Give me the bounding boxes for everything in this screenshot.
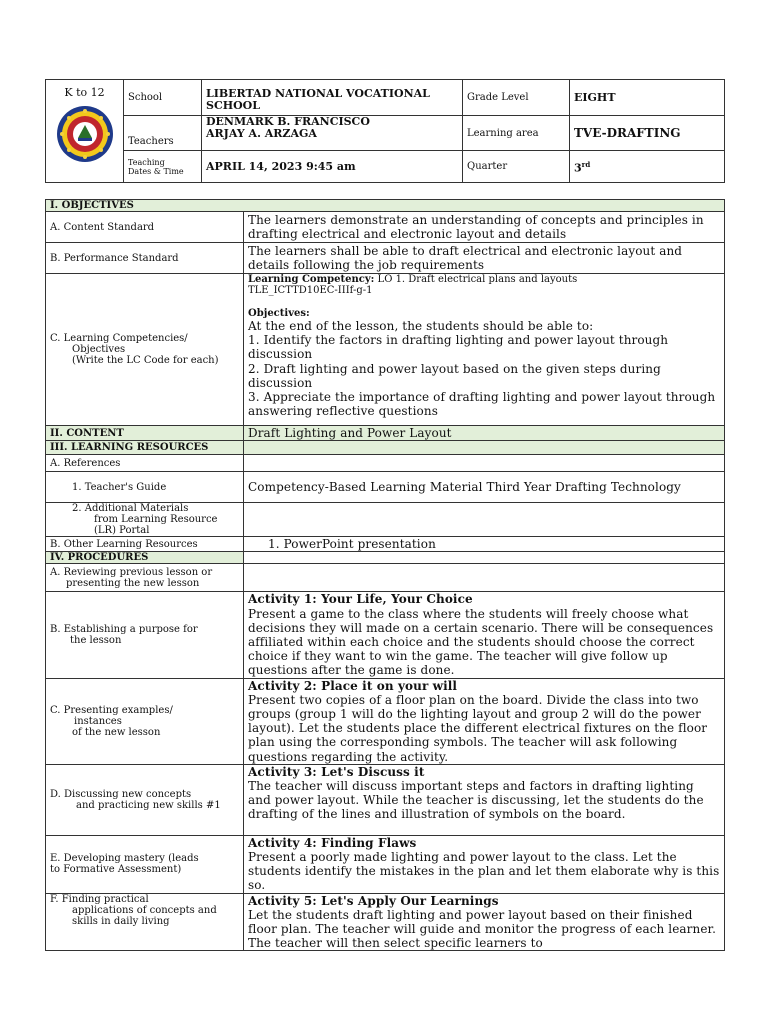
school-value: LIBERTAD NATIONAL VOCATIONAL SCHOOL — [202, 80, 463, 116]
logo-cell — [46, 80, 124, 183]
activity-4-text: Present a poorly made lighting and power layout to the class. Let the students identify the mistakes in the plan and let them elaborate why is this so. — [248, 850, 720, 893]
activity-3-title: Activity 3: Let's Discuss it — [248, 764, 425, 779]
learning-area-label: Learning area — [463, 116, 570, 151]
procedure-f-label-line-2: applications of concepts and — [72, 904, 217, 916]
grade-level-label: Grade Level — [463, 80, 570, 116]
lc-text: LO 1. Draft electrical plans and layouts — [374, 274, 578, 285]
procedure-f-label-line-1: F. Finding practical — [50, 893, 149, 905]
procedure-a-value — [244, 564, 725, 592]
quarter-label: Quarter — [463, 151, 570, 183]
activity-5-text: Let the students draft lighting and power layout based on their finished floor plan. The teacher will guide and monitor the progress of each learner. The teacher will then select specific learners to — [248, 907, 716, 951]
activity-1-title: Activity 1: Your Life, Your Choice — [248, 592, 473, 607]
objective-3: 3. Appreciate the importance of drafting lighting and power layout through answering reflective questions — [248, 390, 716, 419]
procedure-b-label-line-2: the lesson — [70, 635, 122, 647]
procedure-d-label — [46, 764, 244, 835]
activity-2-text: Present two copies of a floor plan on the board. Divide the class into two groups (group 1 will do the lighting layout and group 2 will do the power layout). Let the students place the different electrical fixtures on the floor plan using the corresponding symbols. The teacher will ask following questions regarding the activity. — [248, 692, 708, 764]
competencies-label — [46, 274, 244, 426]
objectives-heading-row — [46, 200, 725, 212]
performance-standard-value: The learners shall be able to draft electrical and electronic layout and details following the job requirements — [244, 243, 725, 274]
competencies-label-line-1: C. Learning Competencies/ — [50, 333, 188, 344]
activity-1-text: Present a game to the class where the students will freely choose what decisions they will made on a certain scenario. There will be consequences affiliated within each choice and the students should choose the correct choice if they want to win the game. The teacher will give follow up questions after the game is done. — [248, 606, 714, 678]
procedure-b-value — [244, 592, 725, 678]
header-table — [45, 79, 725, 183]
additional-label-line-2: from Learning Resource — [94, 514, 218, 526]
learning-competency-line — [248, 274, 720, 285]
learning-area-value: TVE-DRAFTING — [570, 116, 725, 151]
procedure-e-label-line-1: E. Developing mastery (leads — [50, 853, 199, 865]
quarter-suffix: rd — [581, 159, 591, 169]
dates-label-line-1: Teaching — [128, 157, 165, 167]
teachers-label: Teachers — [124, 116, 202, 151]
procedure-f-label — [46, 893, 244, 951]
additional-materials-value — [244, 503, 725, 537]
competencies-value — [244, 274, 725, 426]
procedure-f-label-line-3: skills in daily living — [72, 915, 170, 927]
teacher-1: DENMARK B. FRANCISCO — [206, 115, 370, 128]
procedure-c-label-line-1: C. Presenting examples/ — [50, 704, 173, 716]
objectives-heading: I. OBJECTIVES — [46, 200, 725, 212]
teachers-guide-label: 1. Teacher's Guide — [46, 472, 244, 503]
procedure-c-value — [244, 678, 725, 764]
content-standard-label: A. Content Standard — [46, 212, 244, 243]
school-label: School — [124, 80, 202, 116]
teachers-value — [202, 116, 463, 151]
grade-level-value: EIGHT — [570, 80, 725, 116]
teaching-dates-value: APRIL 14, 2023 9:45 am — [202, 151, 463, 183]
references-value — [244, 455, 725, 472]
competencies-label-line-2: Objectives — [72, 344, 126, 355]
other-resources-value: 1. PowerPoint presentation — [244, 537, 725, 552]
procedure-d-label-line-2: and practicing new skills #1 — [76, 799, 221, 811]
references-label: A. References — [46, 455, 244, 472]
resources-heading: III. LEARNING RESOURCES — [46, 441, 244, 455]
procedure-a-label — [46, 564, 244, 592]
procedure-c-label-line-2: instances — [74, 715, 122, 727]
procedure-a-label-line-1: A. Reviewing previous lesson or — [50, 566, 213, 578]
objectives-intro: At the end of the lesson, the students should be able to: — [248, 319, 594, 333]
additional-label-line-3: (LR) Portal — [94, 525, 150, 537]
procedure-e-label — [46, 835, 244, 893]
lc-bold: Learning Competency: — [248, 274, 375, 285]
dates-label-line-2: Dates & Time — [128, 166, 184, 176]
additional-label-line-1: 2. Additional Materials — [72, 503, 189, 515]
teaching-dates-label — [124, 151, 202, 183]
procedure-e-value — [244, 835, 725, 893]
objective-1: 1. Identify the factors in drafting lighting and power layout through discussion — [248, 333, 669, 362]
activity-3-text: The teacher will discuss important steps and factors in drafting lighting and power layout. While the teacher is discussing, let the students do the drafting of the lines and illustration of symbols on the board. — [248, 779, 704, 822]
procedure-b-label-line-1: B. Establishing a purpose for — [50, 624, 198, 636]
teacher-2: ARJAY A. ARZAGA — [206, 127, 317, 140]
procedure-d-label-line-1: D. Discussing new concepts — [50, 788, 192, 800]
activity-2-title: Activity 2: Place it on your will — [248, 678, 458, 693]
content-heading: II. CONTENT — [46, 426, 244, 441]
teachers-guide-value: Competency-Based Learning Material Third Year Drafting Technology — [244, 472, 725, 503]
procedure-c-label-line-3: of the new lesson — [72, 726, 161, 738]
other-resources-label: B. Other Learning Resources — [46, 537, 244, 552]
quarter-number: 3 — [574, 161, 582, 175]
resources-heading-blank — [244, 441, 725, 455]
procedure-f-value — [244, 893, 725, 951]
performance-standard-label: B. Performance Standard — [46, 243, 244, 274]
activity-4-title: Activity 4: Finding Flaws — [248, 835, 417, 850]
activity-5-title: Activity 5: Let's Apply Our Learnings — [248, 893, 499, 908]
additional-materials-label — [46, 503, 244, 537]
procedure-c-label — [46, 678, 244, 764]
procedure-e-label-line-2: to Formative Assessment) — [50, 864, 182, 876]
objectives-bold: Objectives: — [248, 308, 310, 319]
objectives-bold-line — [248, 308, 720, 319]
k-to-12-label: K to 12 — [64, 86, 105, 99]
procedures-heading-blank — [244, 552, 725, 564]
lesson-table — [45, 199, 725, 951]
content-value: Draft Lighting and Power Layout — [244, 426, 725, 441]
procedure-d-value — [244, 764, 725, 835]
quarter-value — [570, 151, 725, 183]
competencies-label-line-3: (Write the LC Code for each) — [72, 355, 219, 366]
objective-2: 2. Draft lighting and power layout based on the given steps during discussion — [248, 361, 661, 390]
school-seal-icon — [56, 105, 114, 163]
content-standard-value: The learners demonstrate an understanding of concepts and principles in drafting electrical and electronic layout and details — [244, 212, 725, 243]
procedures-heading: IV. PROCEDURES — [46, 552, 244, 564]
procedure-a-label-line-2: presenting the new lesson — [66, 577, 200, 589]
procedure-b-label — [46, 592, 244, 678]
lc-code: TLE_ICTTD10EC-IIIf-g-1 — [248, 285, 373, 296]
